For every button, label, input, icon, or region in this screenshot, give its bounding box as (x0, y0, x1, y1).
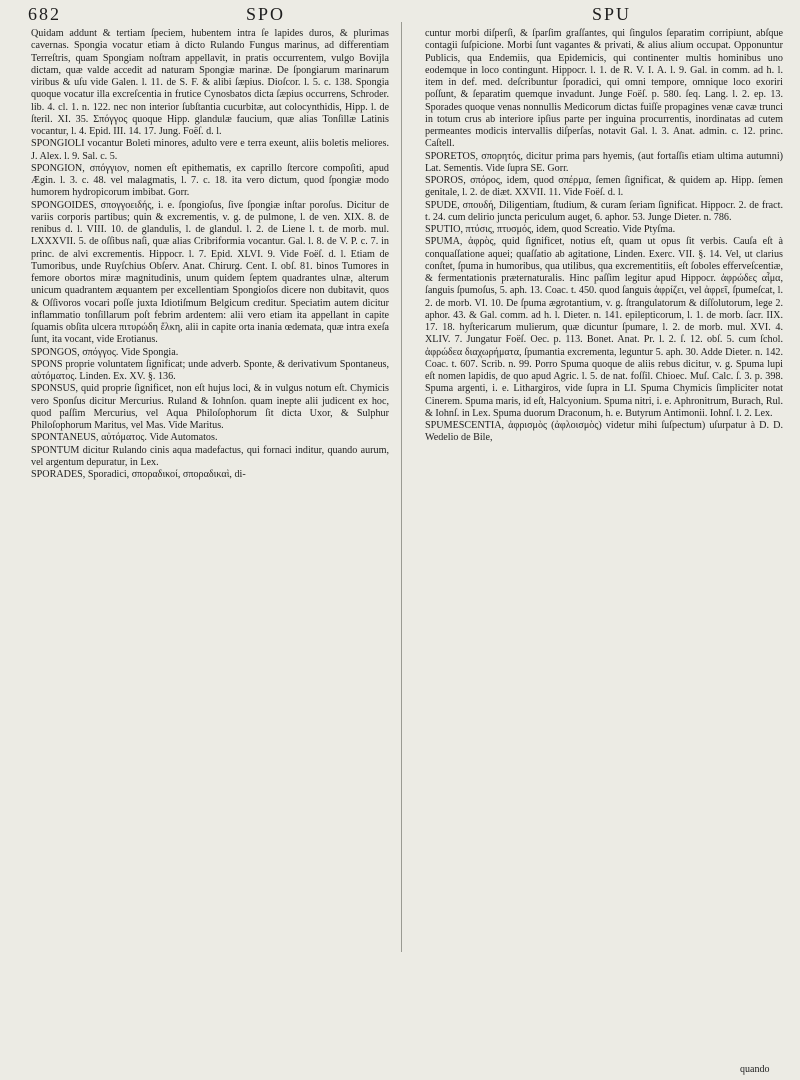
left-guide-word: SPO (246, 4, 286, 24)
entry-spongioli: SPONGIOLI vocantur Boleti minores, adulto vere e terra exeunt, aliis boletis meliores. J. Alex. l. 9. Sal. c. 5. (31, 138, 389, 162)
entry-spumescentia: SPUMESCENTIA, ἀφρισμὸς (ἀφλοισμὸς) videtur mihi ſuſpectum) uſurpatur à D. D. Wedelio de Bile, (425, 420, 783, 444)
entry-sporetos: SPORETOS, σπορητός, dicitur prima pars hyemis, (aut fortaſſis etiam ultima autumni) Lat. Sementis. Vide ſupra SE. Gorr. (425, 150, 783, 174)
entry-spongoides: SPONGOIDES, σπογγοειδής, i. e. ſpongioſus, ſive ſpongiæ inſtar poroſus. Dicitur de variis corporis partibus; quin & excrementis, v. g. de pulmone, l. de ven. XIX. 8. de renibus d. l. VIII. 10. de glandulis, l. de glandul. l. 2. de Liene l. t. de morb. mul. LXXXVII. 5. de oſſibus naſi, quæ alias Cribriformia vocantur. Gal. l. 8. de V. P. c. 7. in princ. de alvi excrementis. Hippocr. l. 7. Epid. XLVI. 9. Vide Foëſ. d. l. Etiam de Tumoribus, unde Ruyſchius Obſerv. Anat. Chirurg. Cent. I. obſ. 81. binos Tumores in femore obortos miræ magnitudinis, unum quidem ſeptem quadrantes ulnæ, alterum unicum quadrantem æquantem per excellentiam Spongioſos dicere non dubitavit, quos & Oſſivoros vocari poſſe juxta Idiotiſmum Belgicum creditur. Speciatim autem dicitur inflammatio tonſillarum poſt febrim ardentem: alii vero etiam ita appellant in capite ſquamis obſita ulcera πιτυρώδη ἕλκη, alii in capite orta inania œdemata, quæ intra exeſa ſunt, ita vocant, vide Erotianus. (31, 199, 389, 346)
entry-spude: SPUDE, σπουδή, Diligentiam, ſtudium, & curam ſeriam ſignificat. Hippocr. 2. de fract. t. 24. cum delirio juncta periculum auget, 6. aphor. 53. Junge Dieter. n. 786. (425, 199, 783, 223)
entry-spuma: SPUMA, ἀφρὸς, quid ſignificet, notius eſt, quam ut opus ſit verbis. Cauſa eſt à conquaſſatione aquei; quaſſatio ab agitatione, Linden. Exerc. VII. §. 14. Vel, ut clarius conſtet, ſpuma in humoribus, qua utilibus, qua excrementitiis, eſt ſoboles effervеſcentiæ, & fermentationis præternaturalis. Hinc paſſim legitur apud Hippocr. ἀφρώδες αἷμα, ſanguis ſpumoſus, 5. aph. 13. Coac. t. 450. quod ſanguis ἀφρίζει, vel ἀφρεῖ, ſpumeſcat, l. 2. de morb. VI. 10. De ſpuma ægrotantium, v. g. ſtrangulatorum & diſſolutorum, lege 2. aphor. 43. & Gal. comm. ad h. l. Dieter. n. 141. epilepticorum, l. 1. de morb. ſacr. IIX. 17. 18. hyſtericarum mulierum, quæ dicuntur ſpumare, l. 2. de morb. mul. XVI. 4. XLIV. 7. Jungatur Foëſ. Oec. p. 113. Bonet. Anat. Pr. l. 2. ſ. 12. obſ. 5. cum ſchol. ἀφρώδεα διαχωρήματα, ſpumantia excrementa, leguntur 5. aph. 30. Adde Dieter. n. 142. Coac. t. 607. Scrib. n. 99. Porro Spuma quoque de aliis rebus dicitur, v. g. Spuma lupi eſt nomen lapidis, de quo apud Agric. l. 5. de nat. foſſil. Chioec. Muſ. Calc. ſ. 3. p. 398. Spuma argenti, i. e. Lithargiros, vide ſupra in LI. Spuma Chymicis ſimpliciter notat Cinerem. Spuma maris, id eſt, Halcyonium. Spuma nitri, i. e. Aphronitrum, Burach, Rul. & Iohnſ. in Lex. Spuma duorum Draconum, h. e. Butyrum Antimonii. Iohnſ. l. 2. Lex. (425, 236, 783, 419)
entry-spontaneus: SPONTANEUS, αὐτόματος. Vide Automatos. (31, 432, 218, 444)
entry-spons: SPONS proprie voluntatem ſignificat; unde adverb. Sponte, & derivativum Spontaneus, αὐτόματος. Linden. Ex. XV. §. 136. (31, 358, 389, 382)
entry-spongos: SPONGOS, σπόγγος. Vide Spongia. (31, 346, 179, 358)
entry-sporades-continued: cuntur morbi diſperſi, & ſparſim graſſantes, qui ſingulos ſeparatim corripiunt, abſque contagii ſuſpicione. Morbi ſunt vagantes & privati, & alius alium occupat. Opponuntur Publicis, qua Endemiis, qua Epidemicis, qui continenter multis hominibus uno eodemque in loco contingunt. Hippocr. l. 1. de R. V. I. A. l. 9. Gal. in comm. ad h. l. item in def. med. deſcribuntur ſporadici, qui omni tempore, omnique loco exoriri poſſunt, & ſeparatim quemque invadunt. Junge Foëſ. p. 580. ſeq. Lang. l. 2. ep. 13. Sporades quoque venas nonnullis Medicorum dictas fuiſſe propagines venæ cavæ trunci in totum crus ab interiore ipſius parte per inguina procurrentis, inordinatas ad cutem permeantes modicis intervallis diſperſas, notavit Gal. l. 3. Anat. admin. c. 12. princ. Caſtell. (425, 28, 783, 150)
entry-sporades: SPORADES, Sporadici, σποραδικοί, σποραδικαὶ, di- (31, 469, 246, 480)
entry-sputio: SPUTIO, πτύσις, πτυσμός, idem, quod Screatio. Vide Ptyſma. (425, 224, 676, 235)
column-divider (401, 22, 402, 952)
entry-sponsus: SPONSUS, quid proprie ſignificet, non eſt hujus loci, & in vulgus notum eſt. Chymicis vero Sponſus dicitur Mercurius. Ruland & Iohnſon. quam inepte alii judicent ex hoc, quod paſſim Mercurius, vel Aqua Philoſophorum ſit dicta Uxor, & Sulphur Philoſophorum Maritus, vel Mas. Vide Maritus. (31, 383, 389, 431)
left-column (31, 28, 389, 481)
catchword: quando (740, 1064, 770, 1075)
page-number: 682 (28, 4, 61, 24)
entry-paragraph: Quidam addunt & tertiam ſpeciem, hubentem intra ſe lapides duros, & plurimas cavernas. Spongia vocatur etiam à dicto Rulando Fungus marinus, ad differentiam Terreſtris, quam Spongiam noſtram appellavit, in pratis occurrentem, vulgo Bovijla dictam, quæ valde accedit ad naturam Spongiæ marinæ. De ſpongiarum marinarum viribus & uſu vide Galen. l. 11. de S. F. & alibi ſæpius. Dioſcor. l. 5. c. 138. Spongia quoque vocatur illa excreſcentia in frutice Cynosbatos dicta ſæpius occurrens, Schroder. lib. 4. cl. 1. n. 122. nec non interior ſubſtantia cucurbitæ, aut colocynthidis, Hipp. l. de ſteril. XI. 35. Σπόγγος quoque Hipp. glandulæ faucium, quæ alias Tonſillæ Latinis vocantur, l. 4. Epid. III. 14. 17. Jung. Foëſ. d. l. (31, 28, 389, 137)
entry-spongion: SPONGION, σπόγγιον, nomen eſt epithematis, ex caprillo ſtercore compoſiti, apud Ægin. l. 3. c. 48. vel malagmatis, l. 7. c. 18. ita vero dictum, quod ſpongiæ modo humorem hydropicorum imbibat. Gorr. (31, 162, 389, 199)
right-column (425, 28, 783, 445)
entry-spontum: SPONTUM dicitur Rulando cinis aqua madefactus, qui fornaci inditur, quando aurum, vel argentum depuratur, in Lex. (31, 444, 389, 468)
entry-sporos: SPOROS, σπόρος, idem, quod σπέρμα, ſemen ſignificat, & quidem ap. Hipp. ſemen genitale, l. 2. de diæt. XXVII. 11. Vide Foëſ. d. l. (425, 175, 783, 199)
right-guide-word: SPU (592, 4, 632, 24)
